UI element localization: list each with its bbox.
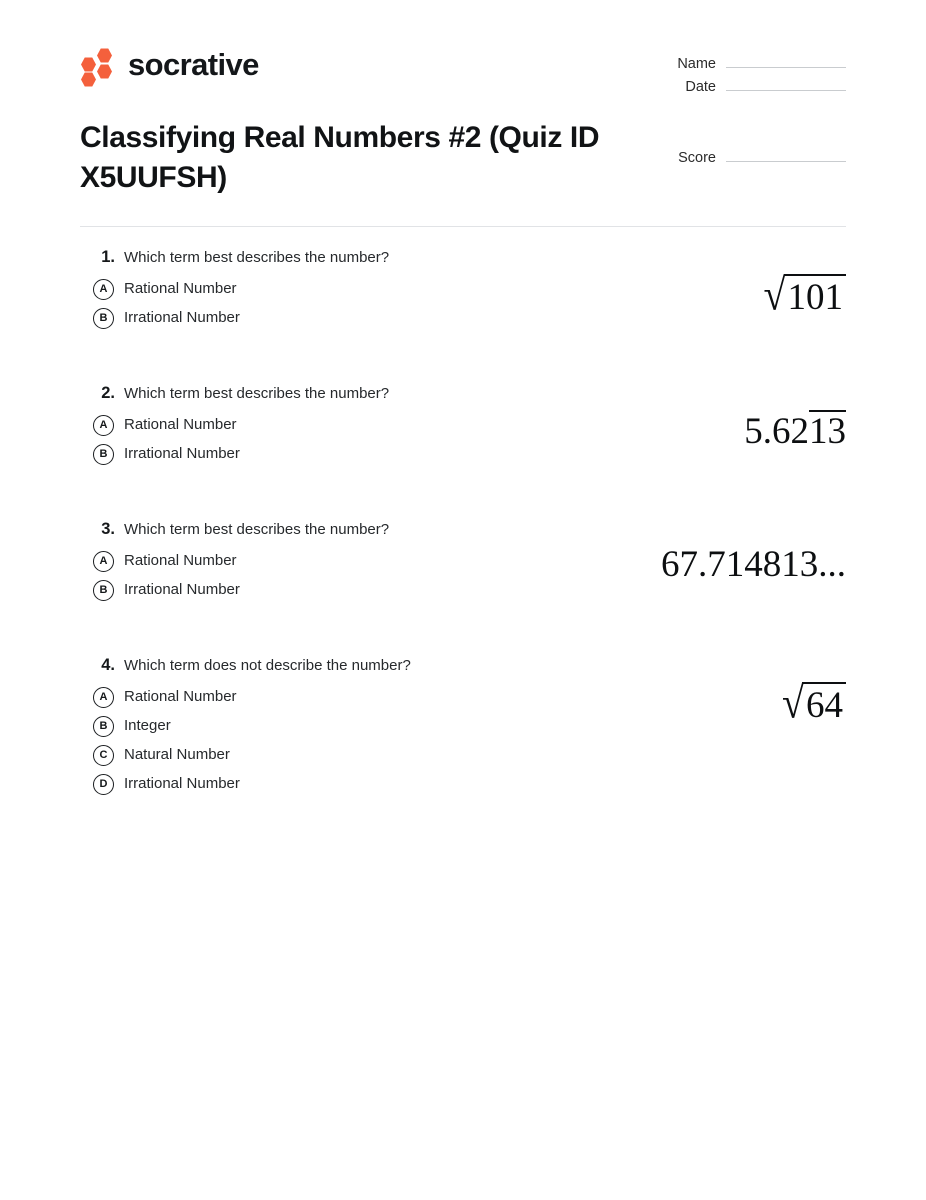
answer-option[interactable] bbox=[93, 774, 846, 795]
name-label: Name bbox=[677, 56, 716, 72]
question-text: Which term does not describe the number? bbox=[124, 657, 411, 674]
score-input-line[interactable] bbox=[726, 161, 846, 162]
brand-logo bbox=[80, 48, 259, 80]
score-field-row bbox=[664, 150, 846, 173]
question-block bbox=[0, 520, 926, 620]
option-letter-badge[interactable]: B bbox=[93, 444, 114, 465]
date-field-row bbox=[664, 79, 846, 102]
option-label: Integer bbox=[124, 717, 171, 735]
option-label: Irrational Number bbox=[124, 445, 240, 463]
answer-option[interactable] bbox=[93, 415, 846, 436]
answer-option[interactable] bbox=[93, 716, 846, 737]
option-label: Rational Number bbox=[124, 688, 237, 706]
repeating-digits: 13 bbox=[809, 411, 846, 452]
hexagon-shape bbox=[81, 57, 96, 72]
radicand: 64 bbox=[802, 682, 846, 726]
answer-options bbox=[99, 279, 846, 329]
page-title: Classifying Real Numbers #2 (Quiz ID X5UUFSH) bbox=[80, 121, 600, 194]
answer-option[interactable] bbox=[93, 687, 846, 708]
option-letter-badge[interactable]: D bbox=[93, 774, 114, 795]
question-math-expression bbox=[763, 269, 846, 320]
answer-option[interactable] bbox=[93, 444, 846, 465]
option-label: Rational Number bbox=[124, 280, 237, 298]
answer-option[interactable] bbox=[93, 308, 846, 329]
header-divider bbox=[80, 226, 846, 227]
student-info-fields bbox=[664, 56, 846, 173]
radical-sign-icon: √ bbox=[782, 677, 804, 728]
answer-options bbox=[99, 687, 846, 795]
question-math-expression bbox=[661, 546, 846, 583]
date-label: Date bbox=[685, 79, 716, 95]
radical-sign-icon: √ bbox=[763, 269, 786, 320]
question-number: 4. bbox=[101, 656, 115, 674]
name-input-line[interactable] bbox=[726, 67, 846, 68]
option-letter-badge[interactable]: B bbox=[93, 580, 114, 601]
option-letter-badge[interactable]: B bbox=[93, 308, 114, 329]
question-block bbox=[0, 384, 926, 484]
option-letter-badge[interactable]: A bbox=[93, 415, 114, 436]
question-math-expression bbox=[782, 677, 846, 728]
hexagon-shape bbox=[97, 64, 112, 79]
answer-option[interactable] bbox=[93, 279, 846, 300]
decimal-value: 67.714813... bbox=[661, 544, 846, 585]
question-block bbox=[0, 656, 926, 795]
hexagon-shape bbox=[81, 72, 96, 87]
socrative-hexagon-logo-icon bbox=[80, 48, 114, 80]
option-letter-badge[interactable]: A bbox=[93, 551, 114, 572]
option-label: Rational Number bbox=[124, 552, 237, 570]
question-text: Which term best describes the number? bbox=[124, 521, 390, 538]
question-number: 1. bbox=[101, 248, 115, 266]
date-input-line[interactable] bbox=[726, 90, 846, 91]
question-text: Which term best describes the number? bbox=[124, 249, 390, 266]
option-letter-badge[interactable]: C bbox=[93, 745, 114, 766]
question-number: 2. bbox=[101, 384, 115, 402]
name-field-row bbox=[664, 56, 846, 79]
answer-option[interactable] bbox=[93, 745, 846, 766]
option-label: Irrational Number bbox=[124, 775, 240, 793]
question-list bbox=[0, 248, 926, 815]
option-letter-badge[interactable]: A bbox=[93, 279, 114, 300]
question-block bbox=[0, 248, 926, 348]
option-label: Natural Number bbox=[124, 746, 230, 764]
answer-options bbox=[99, 415, 846, 465]
brand-name: socrative bbox=[128, 46, 259, 82]
question-header bbox=[101, 384, 846, 404]
option-label: Rational Number bbox=[124, 416, 237, 434]
option-label: Irrational Number bbox=[124, 581, 240, 599]
score-label: Score bbox=[678, 150, 716, 166]
decimal-prefix: 5.62 bbox=[744, 411, 809, 452]
option-letter-badge[interactable]: B bbox=[93, 716, 114, 737]
hexagon-shape bbox=[97, 48, 112, 63]
question-number: 3. bbox=[101, 520, 115, 538]
question-math-expression bbox=[744, 410, 846, 452]
radicand: 101 bbox=[784, 274, 847, 318]
question-text: Which term best describes the number? bbox=[124, 385, 390, 402]
option-label: Irrational Number bbox=[124, 309, 240, 327]
worksheet-header bbox=[0, 0, 926, 194]
question-header bbox=[101, 656, 846, 676]
question-header bbox=[101, 248, 846, 268]
option-letter-badge[interactable]: A bbox=[93, 687, 114, 708]
question-header bbox=[101, 520, 846, 540]
